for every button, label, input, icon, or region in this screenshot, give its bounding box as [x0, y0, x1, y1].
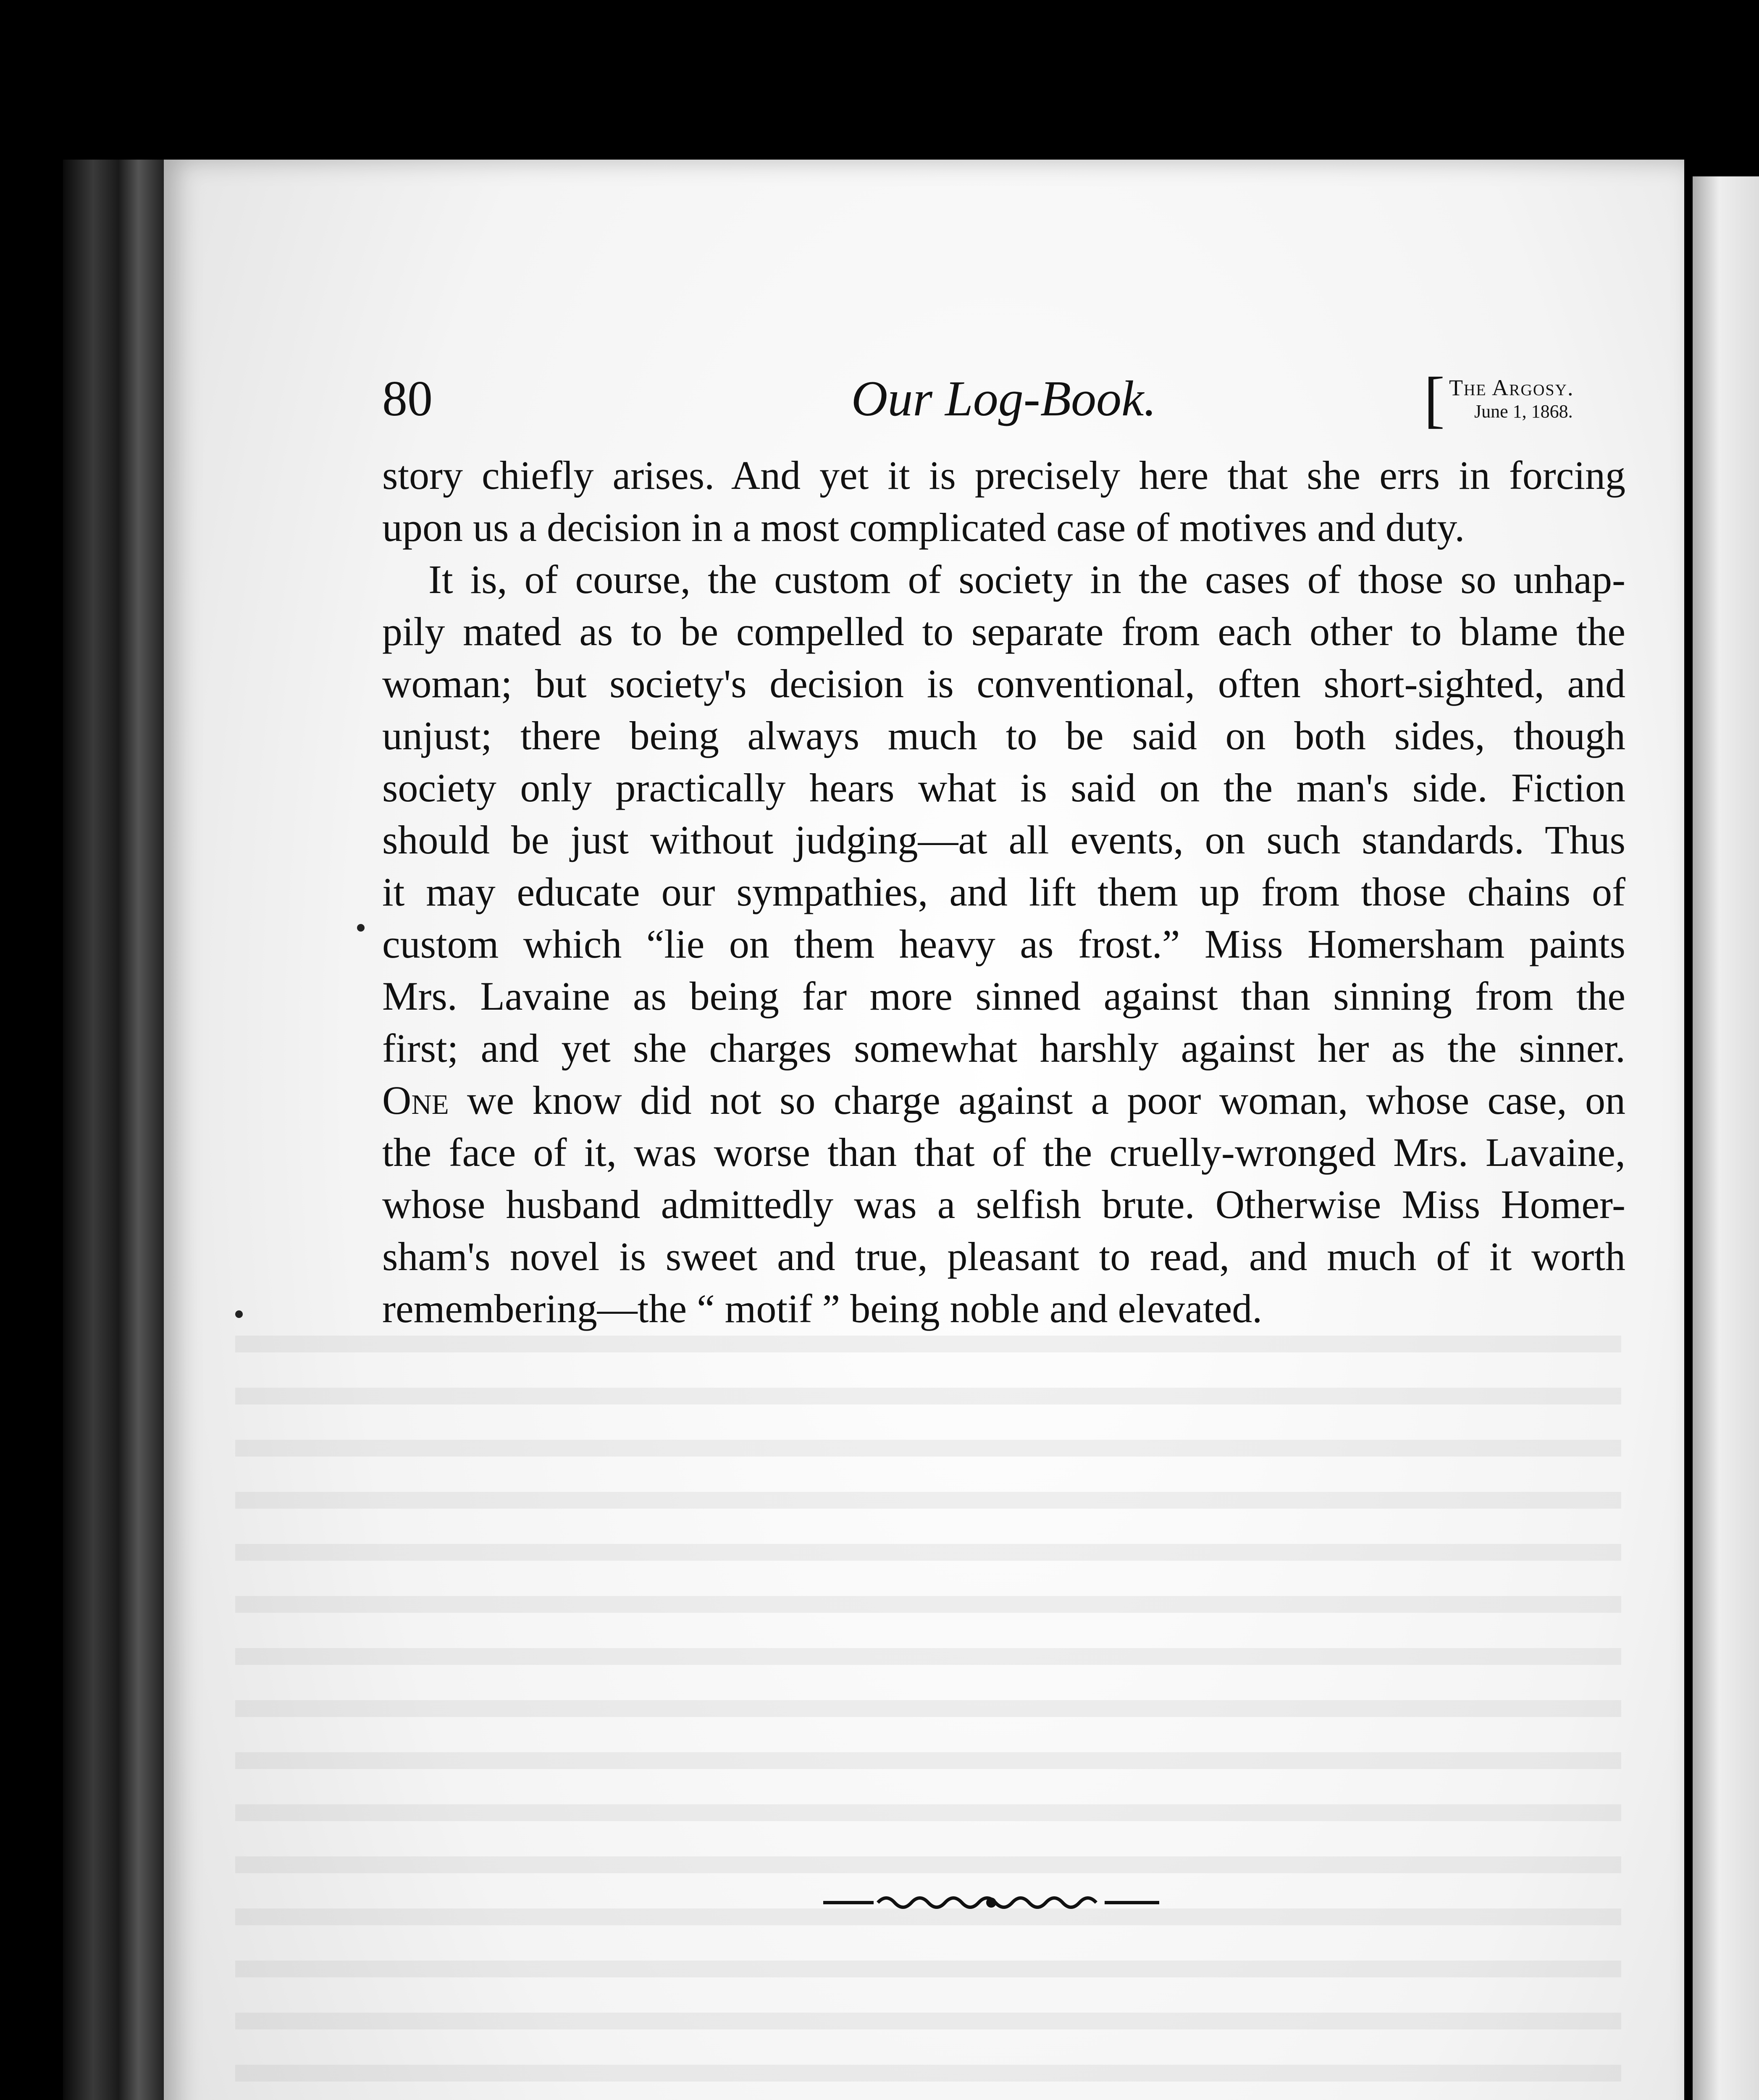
smallcaps-word: One [382, 1078, 449, 1123]
text-line: Mrs. Lavaine as being far more sinned against than sinning from the [382, 974, 1625, 1018]
text-line: whose husband admittedly was a selfish brute. Otherwise Miss Homer- [382, 1182, 1625, 1227]
text-line: It is, of course, the custom of society in the cases of those so unhap- [428, 557, 1625, 602]
adjacent-page-edge [1693, 176, 1759, 2100]
text-line: unjust; there being always much to be said on both sides, though [382, 713, 1625, 758]
bracket-glyph: [ [1424, 365, 1445, 434]
article-body [382, 449, 1625, 1335]
page-speck [235, 1310, 243, 1318]
page-speck [357, 924, 365, 932]
text-line: upon us a decision in a most complicated case of motives and duty. [382, 505, 1465, 550]
text-line-smallcaps [382, 1074, 1625, 1126]
text-line: woman; but society's decision is conventional, often short-sighted, and [382, 661, 1625, 706]
text-line: it may educate our sympathies, and lift them up from those chains of [382, 869, 1625, 914]
text-line: society only practically hears what is said on the man's side. Fiction [382, 765, 1625, 810]
text-line: custom which “lie on them heavy as frost.” Miss Homersham paints [382, 921, 1625, 966]
text-line: first; and yet she charges somewhat harshly against her as the sinner. [382, 1026, 1625, 1071]
issue-title: The Argosy. [1449, 375, 1574, 400]
show-through-text [235, 1336, 1621, 2100]
page-header [382, 365, 1625, 441]
issue-reference [1424, 365, 1625, 433]
text-line: sham's novel is sweet and true, pleasant to read, and much of it worth [382, 1234, 1625, 1279]
page-number: 80 [382, 370, 433, 426]
running-title: Our Log-Book. [851, 370, 1157, 426]
section-divider-ornament [819, 1890, 1163, 1915]
book-spine-edge [63, 160, 164, 2100]
text-line: pily mated as to be compelled to separate from each other to blame the [382, 609, 1625, 654]
text-line: the face of it, was worse than that of the cruelly-wronged Mrs. Lavaine, [382, 1130, 1625, 1175]
text-line: should be just without judging—at all events, on such standards. Thus [382, 817, 1625, 862]
text-line-rest: we know did not so charge against a poor woman, whose case, on [467, 1078, 1626, 1123]
issue-date: June 1, 1868. [1474, 401, 1573, 422]
text-line: remembering—the “ motif ” being noble and elevated. [382, 1286, 1263, 1331]
text-line: story chiefly arises. And yet it is precisely here that she errs in forcing [382, 453, 1625, 498]
